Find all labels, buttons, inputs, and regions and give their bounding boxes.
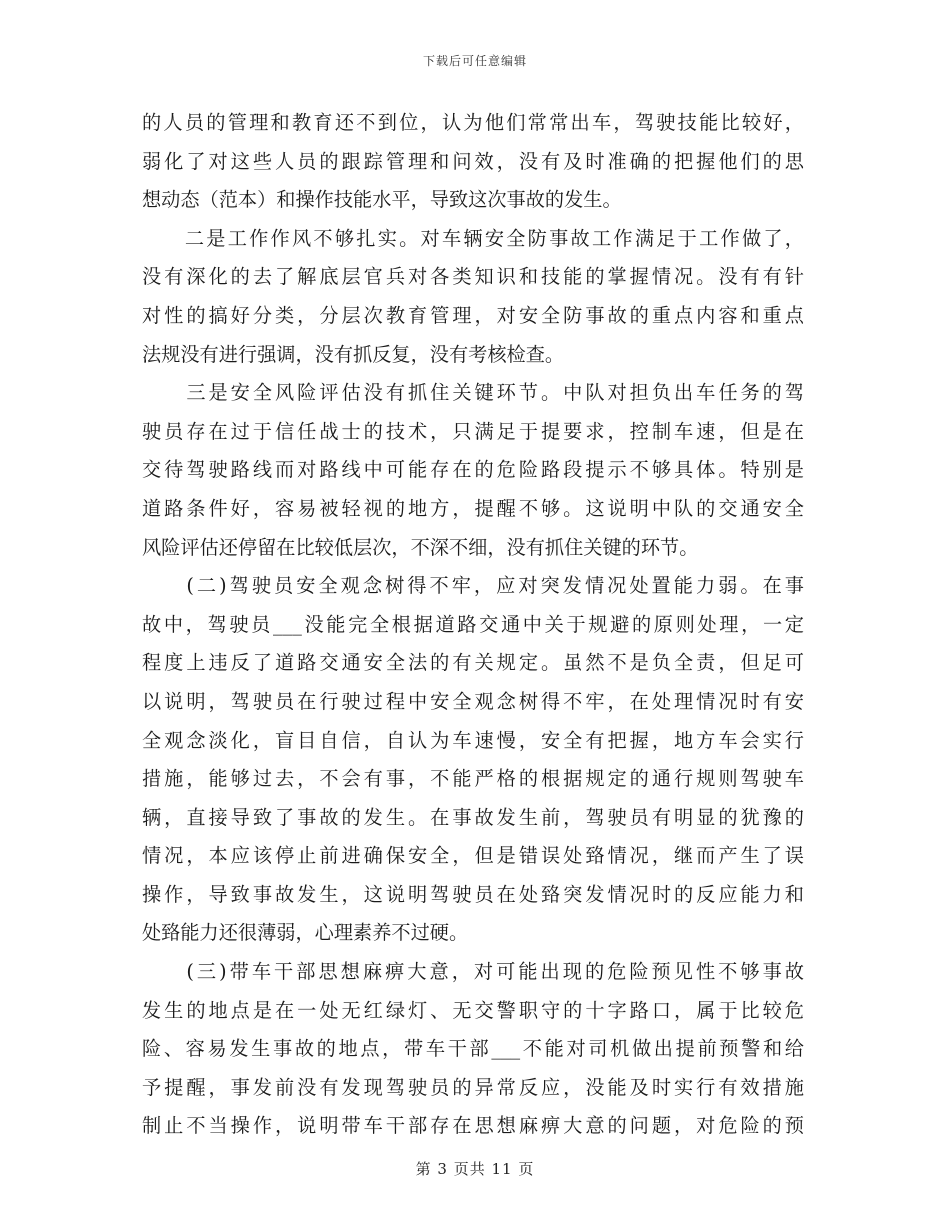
text-line: 故中，驾驶员___没能完全根据道路交通中关于规避的原则处理，一定 [142,612,804,636]
text-line: 操作，导致事故发生，这说明驾驶员在处臵突发情况时的反应能力和 [142,882,804,906]
text-line: 发生的地点是在一处无红绿灯、无交警职守的十字路口，属于比较危 [142,998,804,1022]
text-line: 措施，能够过去，不会有事，不能严格的根据规定的通行规则驾驶车 [142,767,804,791]
text-line: 道路条件好，容易被轻视的地方，提醒不够。这说明中队的交通安全 [142,496,804,520]
text-line: 险、容易发生事故的地点，带车干部___不能对司机做出提前预警和给 [142,1037,804,1061]
text-line: 二是工作作风不够扎实。对车辆安全防事故工作满足于工作做了， [142,226,804,250]
text-line: 的人员的管理和教育还不到位，认为他们常常出车，驾驶技能比较好， [142,111,804,134]
text-line: 情况，本应该停止前进确保安全，但是错误处臵情况，继而产生了误 [142,844,804,868]
text-line: 辆，直接导致了事故的发生。在事故发生前，驾驶员有明显的犹豫的 [142,805,804,829]
text-line: 程度上违反了道路交通安全法的有关规定。虽然不是负全责，但足可 [142,651,804,675]
text-line: 予提醒，事发前没有发现驾驶员的异常反应，没能及时实行有效措施 [142,1075,804,1099]
text-line: (三)带车干部思想麻痹大意，对可能出现的危险预见性不够事故 [142,960,804,984]
page-footer: 第 3 页共 11 页 [415,1160,535,1178]
page-header: 下载后可任意编辑 [422,54,527,68]
text-line: 对性的搞好分类，分层次教育管理，对安全防事故的重点内容和重点 [142,303,804,327]
text-line: 没有深化的去了解底层官兵对各类知识和技能的掌握情况。没有有针 [142,265,804,289]
text-line: 三是安全风险评估没有抓住关键环节。中队对担负出车任务的驾 [142,381,804,405]
text-line: 想动态（范本）和操作技能水平，导致这次事故的发生。 [142,188,622,212]
text-line: 处臵能力还很薄弱，心理素养不过硬。 [142,921,469,945]
text-line: (二)驾驶员安全观念树得不牢，应对突发情况处置能力弱。在事 [142,574,804,598]
text-line: 风险评估还停留在比较低层次，不深不细，没有抓住关键的环节。 [142,535,699,559]
document-body [142,104,804,1146]
text-line: 制止不当操作，说明带车干部存在思想麻痹大意的问题，对危险的预 [142,1114,804,1138]
text-line: 法规没有进行强调，没有抓反复，没有考核检查。 [142,342,565,366]
text-line: 弱化了对这些人员的跟踪管理和问效，没有及时准确的把握他们的思 [142,149,804,173]
text-line: 驶员存在过于信任战士的技术，只满足于提要求，控制车速，但是在 [142,419,804,443]
text-line: 以说明，驾驶员在行驶过程中安全观念树得不牢，在处理情况时有安 [142,689,804,713]
text-line: 交待驾驶路线而对路线中可能存在的危险路段提示不够具体。特别是 [142,458,804,482]
text-line: 全观念淡化，盲目自信，自认为车速慢，安全有把握，地方车会实行 [142,728,804,752]
